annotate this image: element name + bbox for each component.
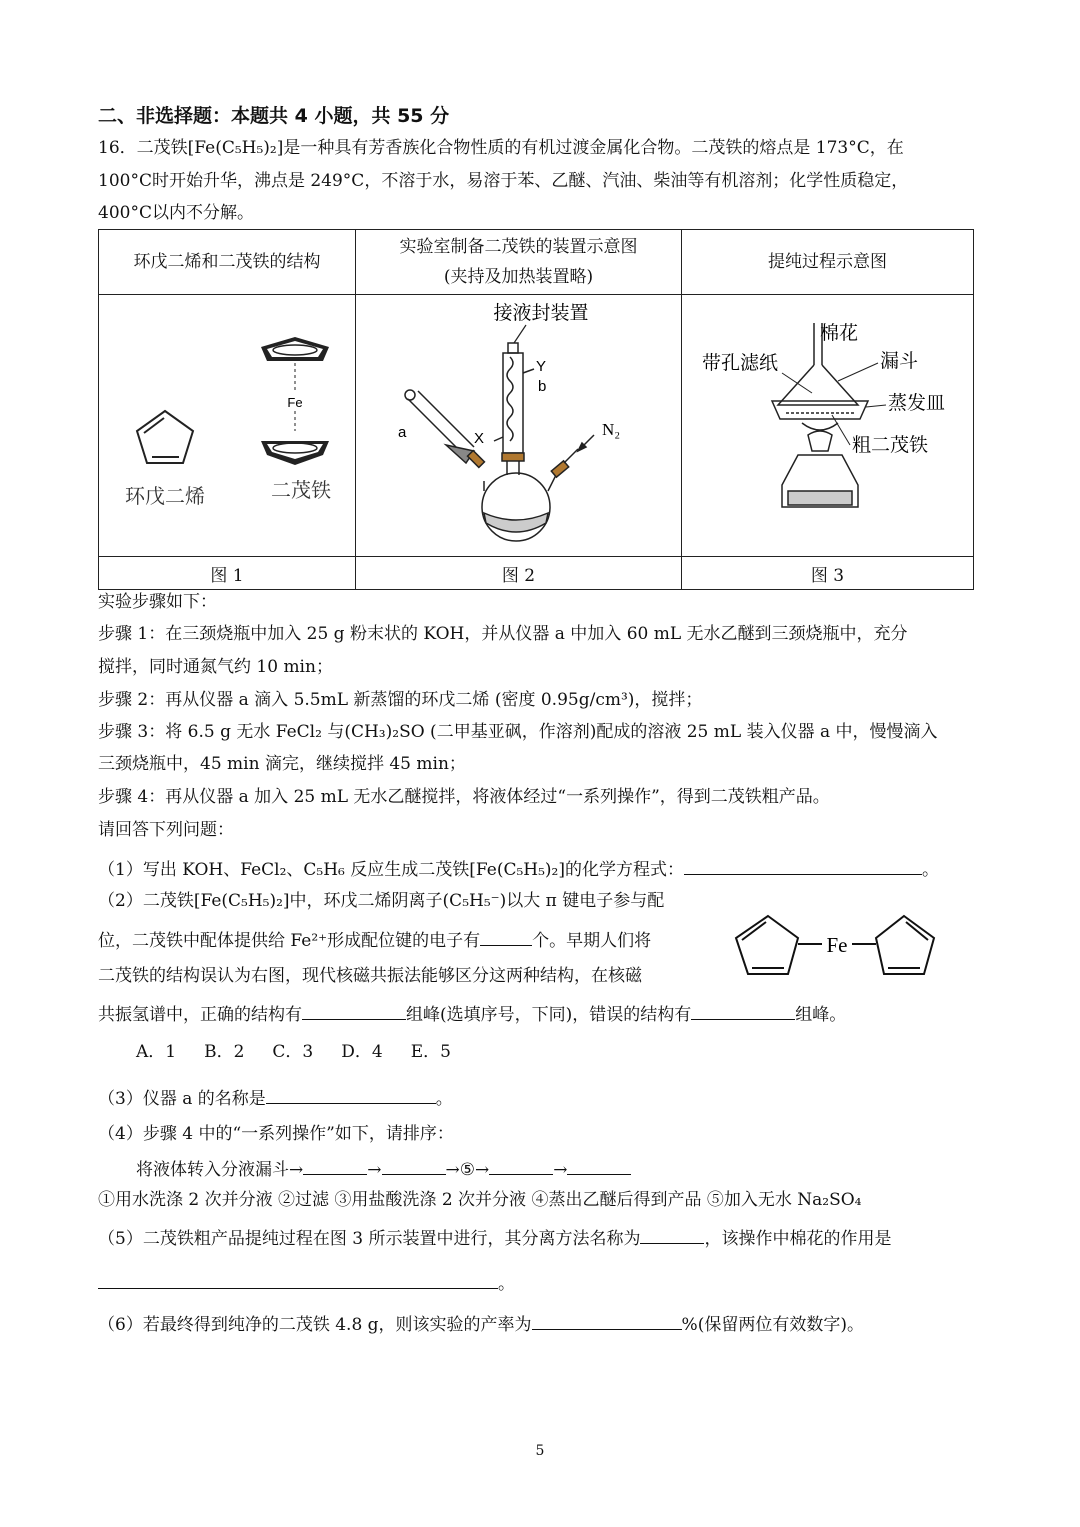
question-3-end: 。	[435, 1089, 453, 1109]
table-header-3: 提纯过程示意图	[682, 230, 974, 295]
caption-figure-3: 图 3	[682, 557, 974, 590]
question-1-end: 。	[922, 860, 940, 880]
question-4-options: ①用水洗涤 2 次并分液 ②过滤 ③用盐酸洗涤 2 次并分液 ④蒸出乙醚后得到产品 ⑤加入无水 Na₂SO₄	[98, 1190, 862, 1210]
page-number: 5	[535, 1443, 545, 1459]
question-1-answer-blank[interactable]	[684, 856, 922, 875]
dropping-funnel	[405, 390, 484, 467]
step-3-line-1: 步骤 3：将 6.5 g 无水 FeCl₂ 与(CH₃)₂SO (二甲基亚砜，作溶剂)配成的溶液 25 mL 装入仪器 a 中，慢慢滴入	[98, 722, 938, 742]
label-a: a	[398, 424, 407, 441]
figure-3-purification	[682, 295, 973, 551]
question-2-line-2a: 位，二茂铁中配体提供给 Fe²⁺形成配位键的电子有	[98, 931, 481, 951]
question-5-text-b: ，该操作中棉花的作用是	[704, 1229, 892, 1249]
section-title: 二、非选择题：本题共 4 小题，共 55 分	[98, 105, 450, 127]
choice-b[interactable]: B．2	[204, 1042, 245, 1062]
figure-3-cell	[682, 295, 974, 557]
question-6-text-a: （6）若最终得到纯净的二茂铁 4.8 g，则该实验的产率为	[98, 1315, 532, 1335]
question-2-wrong-peaks-blank[interactable]	[691, 1001, 795, 1020]
condenser	[494, 343, 534, 475]
question-1-text: （1）写出 KOH、FeCl₂、C₅H₆ 反应生成二茂铁[Fe(C₅H₅)₂]的化学方程式：	[98, 860, 685, 880]
question-2-line-4b: 组峰(选填序号，下同)，错误的结构有	[406, 1005, 692, 1025]
step-1-line-1: 步骤 1：在三颈烧瓶中加入 25 g 粉末状的 KOH，并从仪器 a 中加入 60 mL 无水乙醚到三颈烧瓶中，充分	[98, 624, 908, 644]
question-2-line-4	[98, 1001, 846, 1027]
question-2-correct-peaks-blank[interactable]	[302, 1001, 406, 1020]
question-2-electrons-blank[interactable]	[480, 927, 532, 946]
question-6-text-b: %(保留两位有效数字)。	[681, 1315, 864, 1335]
question-5-text-a: （5）二茂铁粗产品提纯过程在图 3 所示装置中进行，其分离方法名称为	[98, 1229, 641, 1249]
cyclopentadiene-structure	[137, 411, 193, 463]
questions-title: 请回答下列问题：	[98, 820, 234, 840]
question-2-line-2	[98, 927, 651, 953]
wrong-structure-fe-label: Fe	[826, 933, 848, 957]
label-n2: N₂	[602, 420, 621, 439]
fe-atom-label: Fe	[287, 395, 303, 410]
steps-title: 实验步骤如下：	[98, 592, 217, 612]
sublimation-setup	[772, 323, 868, 507]
step-2: 步骤 2：再从仪器 a 滴入 5.5mL 新蒸馏的环戊二烯 (密度 0.95g/cm³)，搅拌；	[98, 690, 703, 710]
liquid-seal-label: 接液封装置	[493, 302, 589, 324]
intro-line-1: 16．二茂铁[Fe(C₅H₅)₂]是一种具有芳香族化合物性质的有机过渡金属化合物。二茂铁的熔点是 173°C，在	[98, 138, 904, 158]
choice-c[interactable]: C．3	[272, 1042, 314, 1062]
question-6-yield-blank[interactable]	[532, 1311, 682, 1330]
sequence-arrow-1: →	[367, 1160, 382, 1180]
step-4: 步骤 4：再从仪器 a 加入 25 mL 无水乙醚搅拌，将液体经过“一系列操作”，得到二茂铁粗产品。	[98, 787, 830, 807]
filter-paper-label: 带孔滤纸	[702, 352, 779, 374]
question-2-line-4a: 共振氢谱中，正确的结构有	[98, 1005, 302, 1025]
table-header-2	[356, 230, 682, 295]
question-3-text: （3）仪器 a 的名称是	[98, 1089, 266, 1109]
choice-a[interactable]: A．1	[136, 1042, 177, 1062]
question-3-blank[interactable]	[266, 1085, 436, 1104]
step-3-line-2: 三颈烧瓶中，45 min 滴完，继续搅拌 45 min；	[98, 754, 466, 774]
figure-2-cell	[356, 295, 682, 557]
intro-line-2: 100°C时开始升华，沸点是 249°C，不溶于水，易溶于苯、乙醚、汽油、柴油等有机溶剂；化学性质稳定，	[98, 171, 909, 191]
caption-figure-1: 图 1	[99, 557, 356, 590]
table-header-1: 环戊二烯和二茂铁的结构	[99, 230, 356, 295]
ferrocene-label: 二茂铁	[271, 478, 331, 502]
question-2-line-3: 二茂铁的结构误认为右图，现代核磁共振法能够区分这两种结构，在核磁	[98, 966, 642, 986]
sequence-start: 将液体转入分液漏斗→	[136, 1160, 304, 1180]
cyclopentadiene-label: 环戊二烯	[125, 484, 205, 508]
sequence-arrow-2: →	[553, 1160, 568, 1180]
sequence-step-5: →⑤→	[445, 1160, 490, 1180]
crude-ferrocene-label: 粗二茂铁	[852, 434, 929, 456]
funnel-label: 漏斗	[880, 350, 919, 372]
label-x: X	[474, 430, 485, 447]
question-2-line-2b: 个。早期人们将	[532, 931, 652, 951]
question-2-line-1: （2）二茂铁[Fe(C₅H₅)₂]中，环戊二烯阴离子(C₅H₅⁻)以大 π 键电子参与配	[98, 891, 665, 911]
table-header-2-line1: 实验室制备二茂铁的装置示意图	[399, 237, 638, 257]
figure-1-structures	[99, 295, 355, 551]
question-2-choices	[136, 1040, 479, 1064]
choice-d[interactable]: D．4	[341, 1042, 383, 1062]
dish-label: 蒸发皿	[888, 392, 946, 414]
intro-line-3: 400°C以内不分解。	[98, 203, 254, 223]
cotton-label: 棉花	[820, 322, 859, 344]
question-3	[98, 1085, 453, 1111]
choice-e[interactable]: E．5	[410, 1042, 451, 1062]
figure-2-apparatus	[356, 295, 681, 551]
question-1	[98, 856, 939, 882]
figure-1-cell	[99, 295, 356, 557]
label-b: b	[538, 378, 547, 395]
question-2-line-4c: 组峰。	[795, 1005, 847, 1025]
wrong-ferrocene-structure	[728, 906, 944, 986]
figure-table	[98, 229, 974, 590]
question-5	[98, 1225, 891, 1251]
caption-figure-2: 图 2	[356, 557, 682, 590]
step-1-line-2: 搅拌，同时通氮气约 10 min；	[98, 657, 333, 677]
question-5-method-blank[interactable]	[640, 1225, 704, 1244]
label-y: Y	[536, 358, 547, 375]
three-neck-flask	[482, 435, 594, 541]
question-5-answer-line	[98, 1270, 515, 1296]
sequence-blank-1[interactable]	[303, 1156, 367, 1175]
question-5-cotton-blank[interactable]	[98, 1270, 498, 1289]
sequence-blank-4[interactable]	[567, 1156, 631, 1175]
question-4-sequence	[136, 1156, 631, 1182]
question-6	[98, 1311, 864, 1337]
sequence-blank-3[interactable]	[489, 1156, 553, 1175]
table-header-2-line2: (夹持及加热装置略)	[443, 267, 594, 287]
question-5-end: 。	[498, 1274, 515, 1294]
question-4: （4）步骤 4 中的“一系列操作”如下，请排序：	[98, 1124, 454, 1144]
ferrocene-structure	[261, 337, 329, 465]
sequence-blank-2[interactable]	[382, 1156, 446, 1175]
